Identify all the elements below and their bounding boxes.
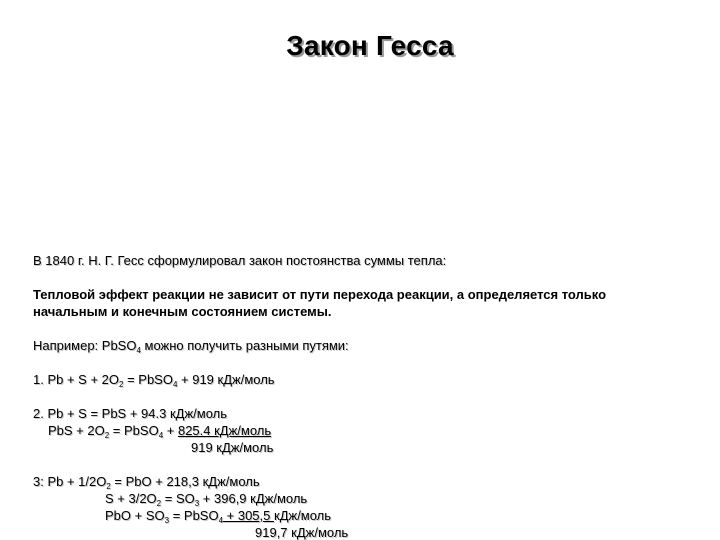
example-prefix: Например: PbSO <box>33 338 137 353</box>
law-line-2: начальным и конечным состоянием системы. <box>33 304 332 319</box>
path1-part: = PbSO <box>123 372 173 387</box>
example-line <box>33 337 693 354</box>
slide-title: Закон Гесса <box>286 30 454 61</box>
subscript: 4 <box>172 380 178 389</box>
example-suffix: можно получить разными путями: <box>140 338 349 353</box>
path2-part: = PbSO <box>109 423 159 438</box>
subscript: 2 <box>119 380 124 389</box>
path3-part: = PbSO <box>169 508 219 523</box>
subscript: 2 <box>156 499 162 508</box>
path3-equation-3 <box>33 507 693 524</box>
subscript: 3 <box>194 499 200 508</box>
path3-part: + 396,9 кДж/моль <box>199 491 308 506</box>
path2-part: PbS + 2O <box>48 423 105 438</box>
spacer <box>33 269 693 286</box>
path1-part: 1. Pb + S + 2O <box>33 372 119 387</box>
path1-equation <box>33 371 693 388</box>
path3-part: S + 3/2O <box>105 491 157 506</box>
path3-total: 919,7 кДж/моль <box>255 525 349 540</box>
law-line-1: Тепловой эффект реакции не зависит от пути перехода реакции, а определяется только <box>33 287 607 302</box>
subscript: 2 <box>104 431 110 440</box>
path3-part: PbO + SO <box>105 508 165 523</box>
spacer <box>33 456 693 473</box>
path3-part: кДж/моль <box>274 508 332 523</box>
example-subscript: 4 <box>136 346 141 355</box>
subscript: 4 <box>218 516 224 525</box>
subscript: 4 <box>158 431 164 440</box>
spacer <box>33 388 693 405</box>
path3-part: = PbO + 218,3 кДж/моль <box>110 474 260 489</box>
subscript: 3 <box>164 516 170 525</box>
slide-body <box>33 252 693 540</box>
path2-part: + <box>163 423 178 438</box>
subscript: 2 <box>106 482 111 491</box>
path2-total: 919 кДж/моль <box>191 440 274 455</box>
spacer <box>33 354 693 371</box>
path3-part: = SO <box>161 491 195 506</box>
intro-text: В 1840 г. Н. Г. Гесс сформулировал закон постоянства суммы тепла: <box>33 253 447 268</box>
path3-underlined-value: + 305,5 <box>223 508 274 523</box>
path3-part: 3: Pb + 1/2O <box>33 474 107 489</box>
path2-underlined-value: 825.4 кДж/моль <box>177 423 272 438</box>
path3-equation-1 <box>33 473 693 490</box>
path2-equation-2 <box>33 422 693 439</box>
path2-equation-1: 2. Pb + S = PbS + 94.3 кДж/моль <box>33 406 227 421</box>
path1-part: + 919 кДж/моль <box>177 372 275 387</box>
spacer <box>33 320 693 337</box>
path3-equation-2 <box>33 490 693 507</box>
